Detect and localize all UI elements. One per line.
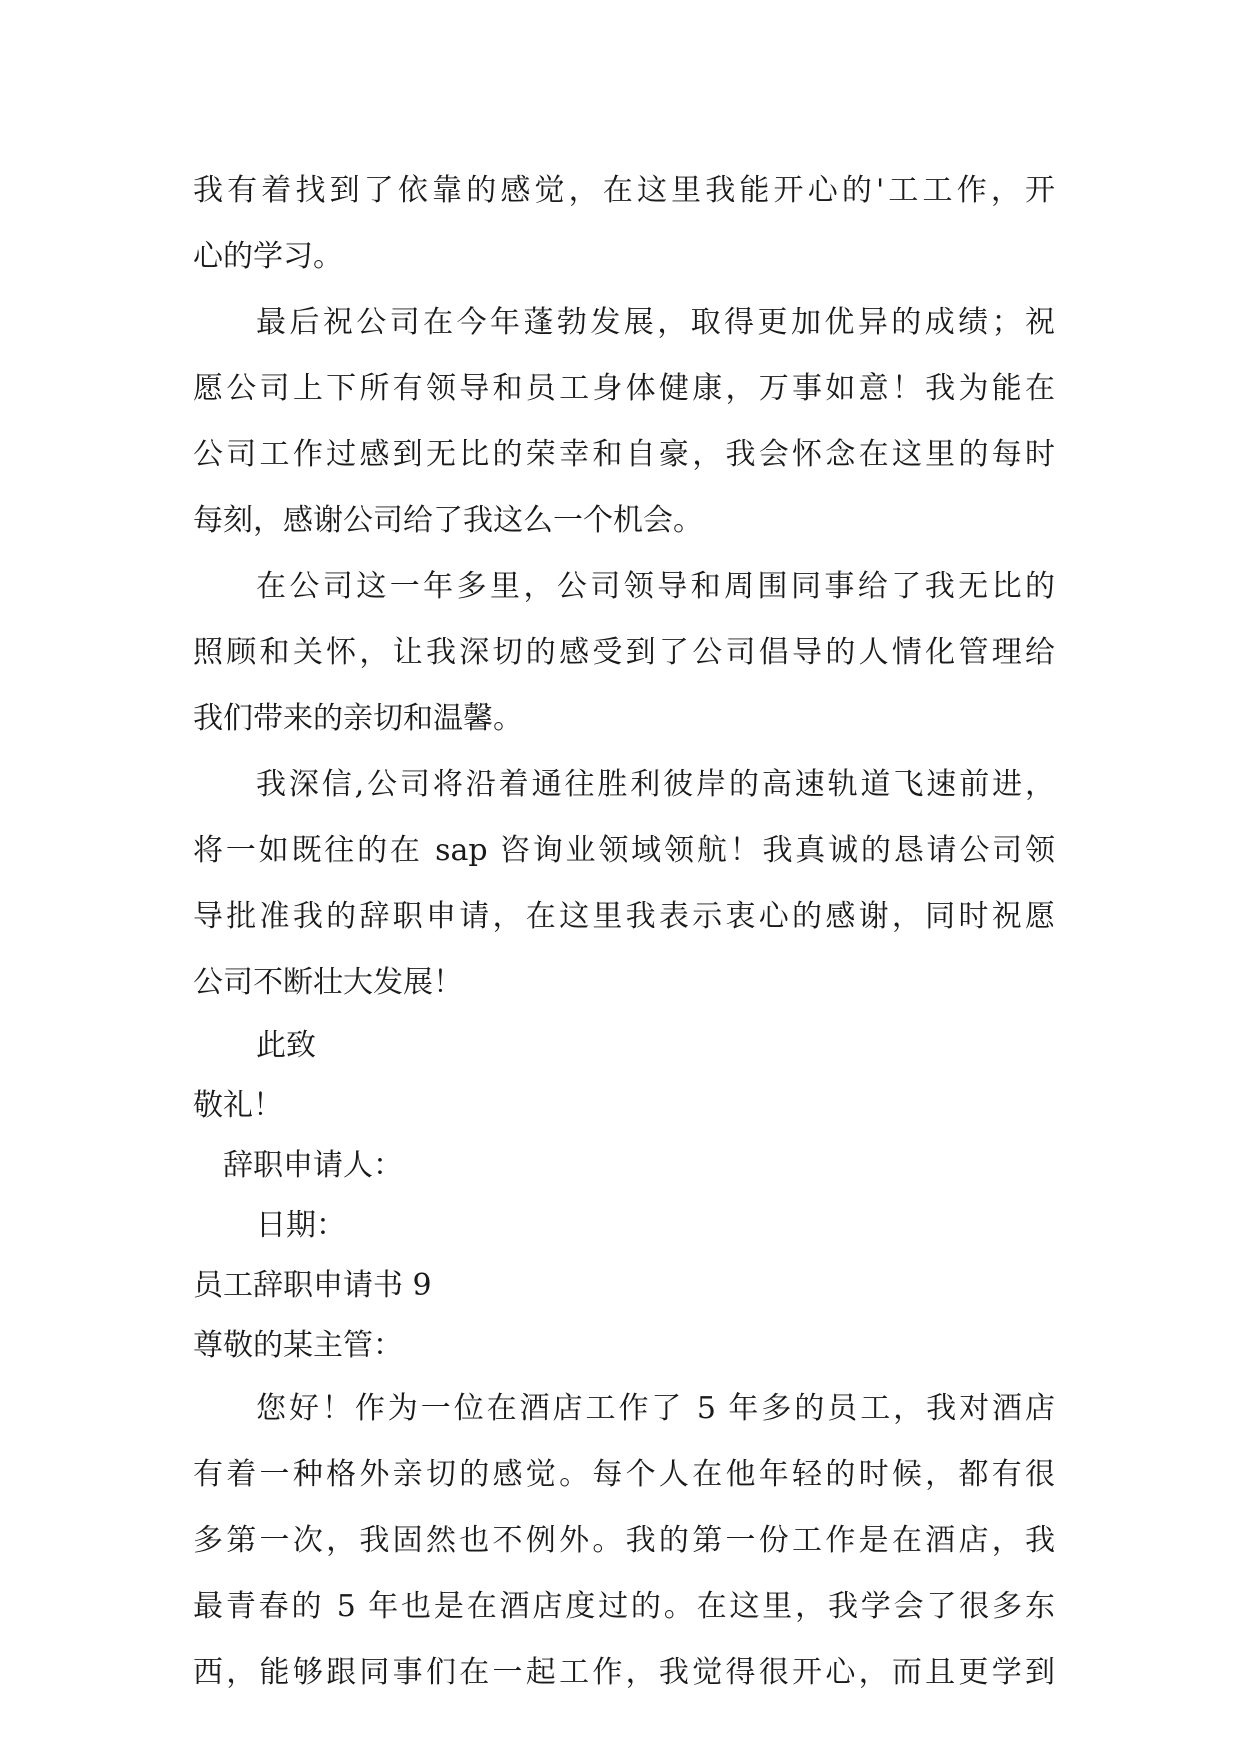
signature-label: 辞职申请人： [223,1148,403,1183]
paragraph-line: 照顾和关怀，让我深切的感受到了公司倡导的人情化管理给 [193,635,1055,670]
date-label: 日期： [256,1208,346,1243]
paragraph-line: 公司工作过感到无比的荣幸和自豪，我会怀念在这里的每时 [193,437,1055,472]
section-title: 员工辞职申请书 9 [193,1268,432,1303]
paragraph-line: 我深信,公司将沿着通往胜利彼岸的高速轨道飞速前进， [256,767,1055,802]
closing-regards: 敬礼！ [193,1088,283,1123]
paragraph-line: 在公司这一年多里，公司领导和周围同事给了我无比的 [256,569,1055,604]
paragraph-line: 西，能够跟同事们在一起工作，我觉得很开心，而且更学到 [193,1655,1055,1690]
document-body [193,158,1055,1706]
paragraph-line: 您好！作为一位在酒店工作了 5 年多的员工，我对酒店 [256,1391,1055,1426]
paragraph-line: 我们带来的亲切和温馨。 [193,701,523,736]
paragraph-line: 每刻，感谢公司给了我这么一个机会。 [193,503,703,538]
paragraph-line: 导批准我的辞职申请，在这里我表示衷心的感谢，同时祝愿 [193,899,1055,934]
paragraph-line: 愿公司上下所有领导和员工身体健康，万事如意！我为能在 [193,371,1055,406]
closing-salutation: 此致 [256,1028,316,1063]
paragraph-line: 最后祝公司在今年蓬勃发展，取得更加优异的成绩；祝 [256,305,1055,340]
paragraph-line: 最青春的 5 年也是在酒店度过的。在这里，我学会了很多东 [193,1589,1055,1624]
paragraph-line: 多第一次，我固然也不例外。我的第一份工作是在酒店，我 [193,1523,1055,1558]
paragraph-line: 有着一种格外亲切的感觉。每个人在他年轻的时候，都有很 [193,1457,1055,1492]
greeting: 尊敬的某主管： [193,1328,403,1363]
paragraph-line: 公司不断壮大发展！ [193,965,463,1000]
paragraph-line: 将一如既往的在 sap 咨询业领域领航！我真诚的恳请公司领 [193,833,1055,868]
paragraph-line: 我有着找到了依靠的感觉，在这里我能开心的'工工作，开 [193,173,1055,208]
paragraph-line: 心的学习。 [193,239,343,274]
